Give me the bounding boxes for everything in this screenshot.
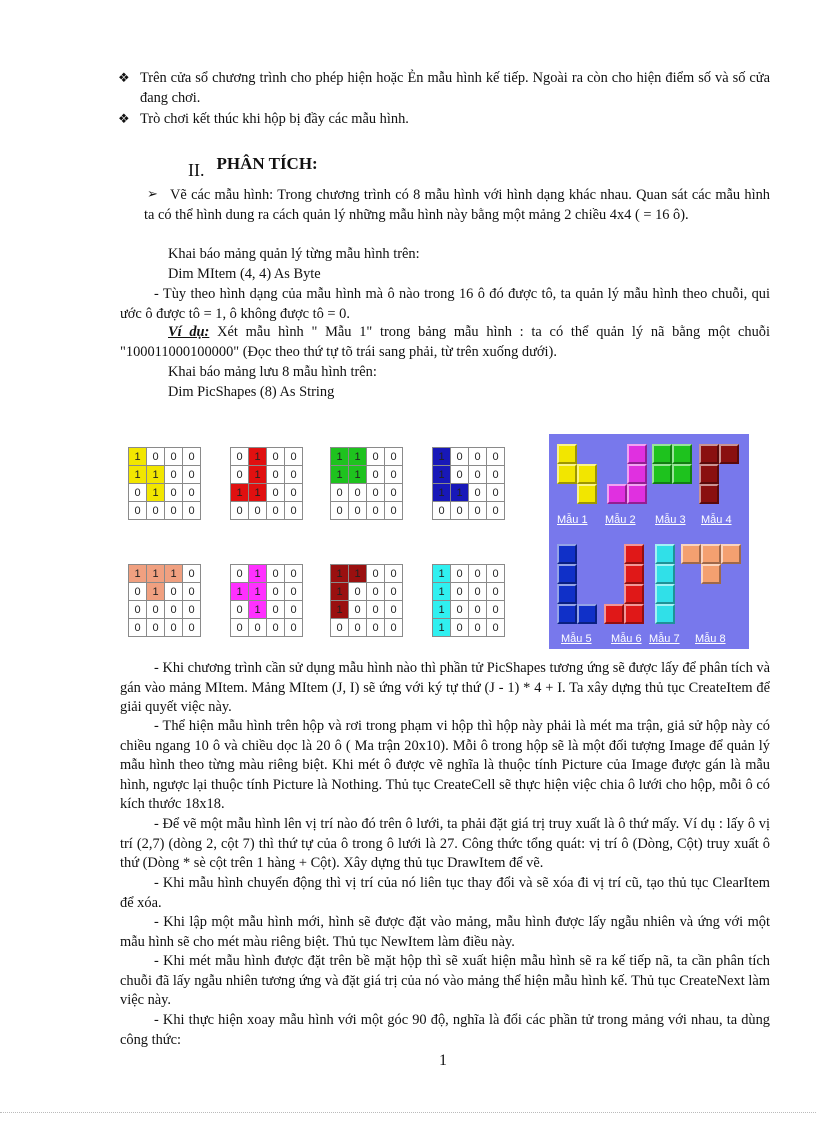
grid-cell: 1 bbox=[129, 565, 147, 583]
arrow-bullet-icon: ➢ bbox=[147, 186, 158, 201]
grid-cell: 0 bbox=[231, 601, 249, 619]
grid-cell: 0 bbox=[165, 601, 183, 619]
tetromino-block bbox=[627, 484, 647, 504]
tetromino-block bbox=[627, 464, 647, 484]
grid-cell: 1 bbox=[249, 601, 267, 619]
diamond-bullet-icon: ❖ bbox=[118, 70, 130, 85]
tetromino-block bbox=[607, 484, 627, 504]
grid-cell: 0 bbox=[385, 448, 403, 466]
tetromino-block bbox=[652, 444, 672, 464]
grid-cell: 0 bbox=[451, 583, 469, 601]
paragraph-7: - Khi thực hiện xoay mẫu hình với một góc 90 độ, nghĩa là đổi các phần tử trong mảng với nhau, ta dùng công thức: bbox=[120, 1012, 770, 1048]
tetromino-block bbox=[655, 564, 675, 584]
grid-cell: 0 bbox=[349, 601, 367, 619]
grid-cell: 0 bbox=[451, 502, 469, 520]
grid-cell: 0 bbox=[487, 601, 505, 619]
grid-cell: 0 bbox=[249, 619, 267, 637]
grid-cell: 0 bbox=[183, 484, 201, 502]
grid-cell: 0 bbox=[231, 565, 249, 583]
tetromino-block bbox=[557, 544, 577, 564]
panel-label-3: Mẫu 3 bbox=[655, 514, 686, 526]
grid-cell: 0 bbox=[267, 601, 285, 619]
tetromino-block bbox=[672, 444, 692, 464]
rule-paragraph: - Tùy theo hình dạng của mẫu hình mà ô nào trong 16 ô đó được tô, ta quản lý mẫu hình theo chuỗi, qui ước ô được tô = 1, ô không được tô = 0. bbox=[120, 286, 770, 322]
grid-cell: 0 bbox=[165, 619, 183, 637]
grid-cell: 0 bbox=[249, 502, 267, 520]
grid-cell: 1 bbox=[129, 448, 147, 466]
paragraph-5: - Khi lập một mẫu hình mới, hình sẽ được đặt vào mảng, mẫu hình được lấy ngẫu nhiên và ứng với một mẫu hình sẽ cho mét màu riêng biệt. Thủ tục NewItem làm điều này. bbox=[120, 914, 770, 950]
grid-cell: 0 bbox=[285, 448, 303, 466]
tetromino-block bbox=[627, 444, 647, 464]
grid-cell: 0 bbox=[451, 448, 469, 466]
grid-cell: 0 bbox=[331, 484, 349, 502]
paragraph-2: - Thể hiện mẫu hình trên hộp và rơi trong phạm vi hộp thì hộp này phải là mét ma trận, giả sử hộp này có chiều ngang 10 ô và chiều dọc là 20 ô ( Ma trận 20x10). Mỗi ô trong hộp sẽ là một đối tượng Image để quản lý mẫu hình theo từng màu riêng biệt. Khi mét ô được vẽ nghĩa là thuộc tính Picture của Image được gán là mẫu hình, ngược lại thuộc tính Picture là Nothing. Thủ tục CreateCell sẽ thực hiện việc chia ô lưới cho hộp, mỗi ô có kích thước 18x18. bbox=[120, 718, 770, 812]
paragraph-1: - Khi chương trình cần sử dụng mẫu hình nào thì phần tử PicShapes tương ứng sẽ được lấy để phân tích và gán vào mảng MItem. Mảng MItem (J, I) sẽ ứng với ký tự thứ (J - 1) * 4 + I. Ta xây dựng thủ tục CreateItem để giải quyết việc này. bbox=[120, 660, 770, 715]
grid-cell: 0 bbox=[285, 619, 303, 637]
grid-cell: 1 bbox=[349, 565, 367, 583]
grid-cell: 0 bbox=[349, 502, 367, 520]
grid-cell: 0 bbox=[183, 619, 201, 637]
grid-cell: 1 bbox=[147, 466, 165, 484]
grid-cell: 0 bbox=[285, 601, 303, 619]
grid-cell: 0 bbox=[487, 502, 505, 520]
analysis-bullet: Vẽ các mẫu hình: Trong chương trình có 8 mẫu hình với hình dạng khác nhau. Quan sát các mẫu hình ta có thể hình dung ra cách quản lý những mẫu hình này bằng một mảng 2 chiều 4x4 ( = 16 ô). bbox=[144, 187, 770, 223]
paragraph-4: - Khi mẫu hình chuyển động thì vị trí của nó liên tục thay đổi và sẽ xóa đi vị trí cũ, tạo thủ tục ClearItem để xóa. bbox=[120, 875, 770, 911]
tetromino-block bbox=[624, 584, 644, 604]
tetromino-block bbox=[557, 464, 577, 484]
binary-grid-6 bbox=[230, 564, 303, 637]
panel-label-6: Mẫu 6 bbox=[611, 633, 642, 645]
grid-cell: 1 bbox=[331, 448, 349, 466]
grid-cell: 0 bbox=[183, 583, 201, 601]
footer-divider bbox=[0, 1112, 816, 1113]
shape-panel bbox=[549, 434, 749, 649]
grid-cell: 0 bbox=[267, 619, 285, 637]
intro-bullet-2: Trò chơi kết thúc khi hộp bị đầy các mẫu hình. bbox=[140, 111, 409, 127]
tetromino-block bbox=[681, 544, 701, 564]
grid-cell: 1 bbox=[147, 484, 165, 502]
grid-cell: 0 bbox=[385, 484, 403, 502]
grid-cell: 0 bbox=[469, 466, 487, 484]
binary-grid-2 bbox=[230, 447, 303, 520]
grid-cell: 0 bbox=[451, 601, 469, 619]
grid-cell: 0 bbox=[129, 601, 147, 619]
grid-cell: 0 bbox=[451, 619, 469, 637]
grid-cell: 0 bbox=[231, 448, 249, 466]
grid-cell: 0 bbox=[231, 502, 249, 520]
tetromino-block bbox=[655, 584, 675, 604]
grid-cell: 1 bbox=[349, 448, 367, 466]
grid-cell: 0 bbox=[267, 502, 285, 520]
grid-cell: 0 bbox=[231, 466, 249, 484]
grid-cell: 1 bbox=[147, 583, 165, 601]
grid-cell: 0 bbox=[165, 502, 183, 520]
grid-cell: 0 bbox=[267, 484, 285, 502]
grid-cell: 0 bbox=[385, 601, 403, 619]
grid-cell: 0 bbox=[385, 565, 403, 583]
tetromino-block bbox=[557, 604, 577, 624]
tetromino-block bbox=[699, 464, 719, 484]
grid-cell: 0 bbox=[469, 448, 487, 466]
grid-cell: 0 bbox=[331, 502, 349, 520]
grid-cell: 0 bbox=[183, 448, 201, 466]
tetromino-block bbox=[721, 544, 741, 564]
grid-cell: 0 bbox=[451, 466, 469, 484]
grid-cell: 0 bbox=[129, 502, 147, 520]
grid-cell: 0 bbox=[147, 601, 165, 619]
grid-cell: 0 bbox=[285, 484, 303, 502]
grid-cell: 0 bbox=[433, 502, 451, 520]
tetromino-block bbox=[701, 564, 721, 584]
grid-cell: 0 bbox=[285, 583, 303, 601]
grid-cell: 1 bbox=[249, 466, 267, 484]
tetromino-block bbox=[604, 604, 624, 624]
grid-cell: 0 bbox=[487, 583, 505, 601]
tetromino-block bbox=[699, 444, 719, 464]
tetromino-block bbox=[577, 604, 597, 624]
binary-grid-8 bbox=[432, 564, 505, 637]
grid-cell: 1 bbox=[433, 583, 451, 601]
store-label: Khai báo mảng lưu 8 mẫu hình trên: bbox=[168, 364, 377, 380]
grid-cell: 0 bbox=[469, 502, 487, 520]
grid-cell: 1 bbox=[433, 466, 451, 484]
grid-cell: 1 bbox=[433, 565, 451, 583]
grid-cell: 0 bbox=[385, 619, 403, 637]
grid-cell: 1 bbox=[331, 583, 349, 601]
diamond-bullet-icon: ❖ bbox=[118, 111, 130, 126]
grid-cell: 0 bbox=[349, 619, 367, 637]
example-paragraph bbox=[120, 323, 770, 362]
panel-label-7: Mẫu 7 bbox=[649, 633, 680, 645]
grid-cell: 0 bbox=[487, 619, 505, 637]
paragraph-3: - Để vẽ một mẫu hình lên vị trí nào đó trên ô lưới, ta phải đặt giá trị truy xuất là ô thứ mấy. Ví dụ : lấy ô vị trí (2,7) (dòng 2, cột 7) thì thứ tự của ô trong ô lưới là 27. Công thức tổng quát: vị trí ô (Dòng, Cột) truy xuất ô thứ (Dòng * sè cột trên 1 hàng + Cột). Xây dựng thủ tục DrawItem để vẽ. bbox=[120, 816, 770, 871]
grid-cell: 1 bbox=[165, 565, 183, 583]
example-text: Xét mẫu hình " Mẫu 1" trong bảng mẫu hình : ta có thể quản lý nã bằng một chuỗi "100011000100000" (Đọc theo thứ tự tõ trái sang phải, từ trên xuống dưới). bbox=[120, 324, 770, 360]
grid-cell: 1 bbox=[249, 484, 267, 502]
grid-cell: 1 bbox=[129, 466, 147, 484]
grid-cell: 0 bbox=[165, 466, 183, 484]
grid-cell: 0 bbox=[367, 484, 385, 502]
grid-cell: 0 bbox=[285, 565, 303, 583]
tetromino-block bbox=[699, 484, 719, 504]
section-number: II. bbox=[188, 160, 205, 180]
grid-cell: 0 bbox=[267, 466, 285, 484]
grid-cell: 0 bbox=[367, 448, 385, 466]
grid-cell: 0 bbox=[385, 502, 403, 520]
store-code: Dim PicShapes (8) As String bbox=[168, 384, 335, 400]
grid-cell: 0 bbox=[367, 583, 385, 601]
binary-grid-1 bbox=[128, 447, 201, 520]
grid-cell: 0 bbox=[231, 619, 249, 637]
grid-cell: 0 bbox=[367, 565, 385, 583]
grid-cell: 0 bbox=[267, 448, 285, 466]
grid-cell: 0 bbox=[469, 619, 487, 637]
grid-cell: 0 bbox=[367, 502, 385, 520]
grid-cell: 0 bbox=[129, 484, 147, 502]
grid-cell: 1 bbox=[451, 484, 469, 502]
grid-cell: 0 bbox=[469, 565, 487, 583]
grid-cell: 1 bbox=[433, 601, 451, 619]
grid-cell: 0 bbox=[129, 583, 147, 601]
tetromino-block bbox=[557, 444, 577, 464]
grid-cell: 0 bbox=[487, 484, 505, 502]
grid-cell: 1 bbox=[433, 448, 451, 466]
grid-cell: 0 bbox=[165, 448, 183, 466]
grid-cell: 0 bbox=[183, 601, 201, 619]
grid-cell: 0 bbox=[285, 466, 303, 484]
grid-cell: 1 bbox=[433, 619, 451, 637]
panel-label-4: Mẫu 4 bbox=[701, 514, 732, 526]
grid-cell: 0 bbox=[367, 466, 385, 484]
intro-bullet-1: Trên cửa sổ chương trình cho phép hiện hoặc Ẻn mẫu hình kế tiếp. Ngoài ra còn cho hiện điểm số và số cửa đang chơi. bbox=[140, 70, 770, 106]
tetromino-block bbox=[719, 444, 739, 464]
example-label: Ví dụ: bbox=[168, 324, 210, 340]
grid-cell: 0 bbox=[147, 448, 165, 466]
tetromino-block bbox=[624, 544, 644, 564]
tetromino-block bbox=[701, 544, 721, 564]
grid-cell: 1 bbox=[249, 448, 267, 466]
panel-label-2: Mẫu 2 bbox=[605, 514, 636, 526]
grid-cell: 0 bbox=[267, 565, 285, 583]
grid-cell: 0 bbox=[147, 502, 165, 520]
binary-grid-5 bbox=[128, 564, 201, 637]
binary-grid-3 bbox=[330, 447, 403, 520]
grid-cell: 1 bbox=[147, 565, 165, 583]
grid-cell: 1 bbox=[331, 466, 349, 484]
grid-cell: 1 bbox=[249, 565, 267, 583]
grid-cell: 0 bbox=[147, 619, 165, 637]
grid-cell: 1 bbox=[331, 601, 349, 619]
grid-cell: 0 bbox=[487, 466, 505, 484]
grid-cell: 0 bbox=[183, 466, 201, 484]
grid-cell: 0 bbox=[469, 601, 487, 619]
grid-cell: 0 bbox=[451, 565, 469, 583]
grid-cell: 1 bbox=[231, 484, 249, 502]
grid-cell: 0 bbox=[385, 583, 403, 601]
tetromino-block bbox=[672, 464, 692, 484]
tetromino-block bbox=[577, 464, 597, 484]
grid-cell: 0 bbox=[367, 601, 385, 619]
page-number: 1 bbox=[439, 1052, 447, 1069]
grid-cell: 0 bbox=[367, 619, 385, 637]
grid-cell: 0 bbox=[267, 583, 285, 601]
grid-cell: 0 bbox=[349, 583, 367, 601]
grid-cell: 0 bbox=[183, 565, 201, 583]
grid-cell: 0 bbox=[129, 619, 147, 637]
grid-cell: 1 bbox=[249, 583, 267, 601]
grid-cell: 0 bbox=[469, 583, 487, 601]
section-heading bbox=[188, 149, 318, 180]
grid-cell: 0 bbox=[487, 565, 505, 583]
declare-label: Khai báo mảng quản lý từng mẫu hình trên: bbox=[168, 246, 420, 262]
grid-cell: 0 bbox=[349, 484, 367, 502]
grid-cell: 0 bbox=[165, 484, 183, 502]
panel-label-8: Mẫu 8 bbox=[695, 633, 726, 645]
grid-cell: 1 bbox=[349, 466, 367, 484]
tetromino-block bbox=[652, 464, 672, 484]
grid-cell: 0 bbox=[183, 502, 201, 520]
tetromino-block bbox=[557, 564, 577, 584]
grid-cell: 0 bbox=[385, 466, 403, 484]
grid-cell: 0 bbox=[331, 619, 349, 637]
binary-grid-4 bbox=[432, 447, 505, 520]
grid-cell: 0 bbox=[285, 502, 303, 520]
paragraph-6: - Khi mét mẫu hình được đặt trên bề mặt hộp thì sẽ xuất hiện mẫu hình sẽ ra kế tiếp nã, ta cần phân tích chuỗi đã lấy ngẫu nhiên tương ứng và đặt giá trị của nó vào mảng thể hiện mẫu hình kế. Thủ tục CreateNext làm việc này. bbox=[120, 953, 770, 1008]
tetromino-block bbox=[655, 604, 675, 624]
tetromino-block bbox=[577, 484, 597, 504]
tetromino-block bbox=[655, 544, 675, 564]
tetromino-block bbox=[557, 584, 577, 604]
grid-cell: 1 bbox=[331, 565, 349, 583]
tetromino-block bbox=[624, 564, 644, 584]
grid-cell: 1 bbox=[231, 583, 249, 601]
grid-cell: 0 bbox=[165, 583, 183, 601]
section-title: PHÂN TÍCH: bbox=[216, 154, 318, 173]
panel-label-5: Mẫu 5 bbox=[561, 633, 592, 645]
panel-label-1: Mẫu 1 bbox=[557, 514, 588, 526]
declare-code: Dim MItem (4, 4) As Byte bbox=[168, 266, 321, 282]
grid-cell: 0 bbox=[487, 448, 505, 466]
binary-grid-7 bbox=[330, 564, 403, 637]
grid-cell: 0 bbox=[469, 484, 487, 502]
grid-cell: 1 bbox=[433, 484, 451, 502]
tetromino-block bbox=[624, 604, 644, 624]
